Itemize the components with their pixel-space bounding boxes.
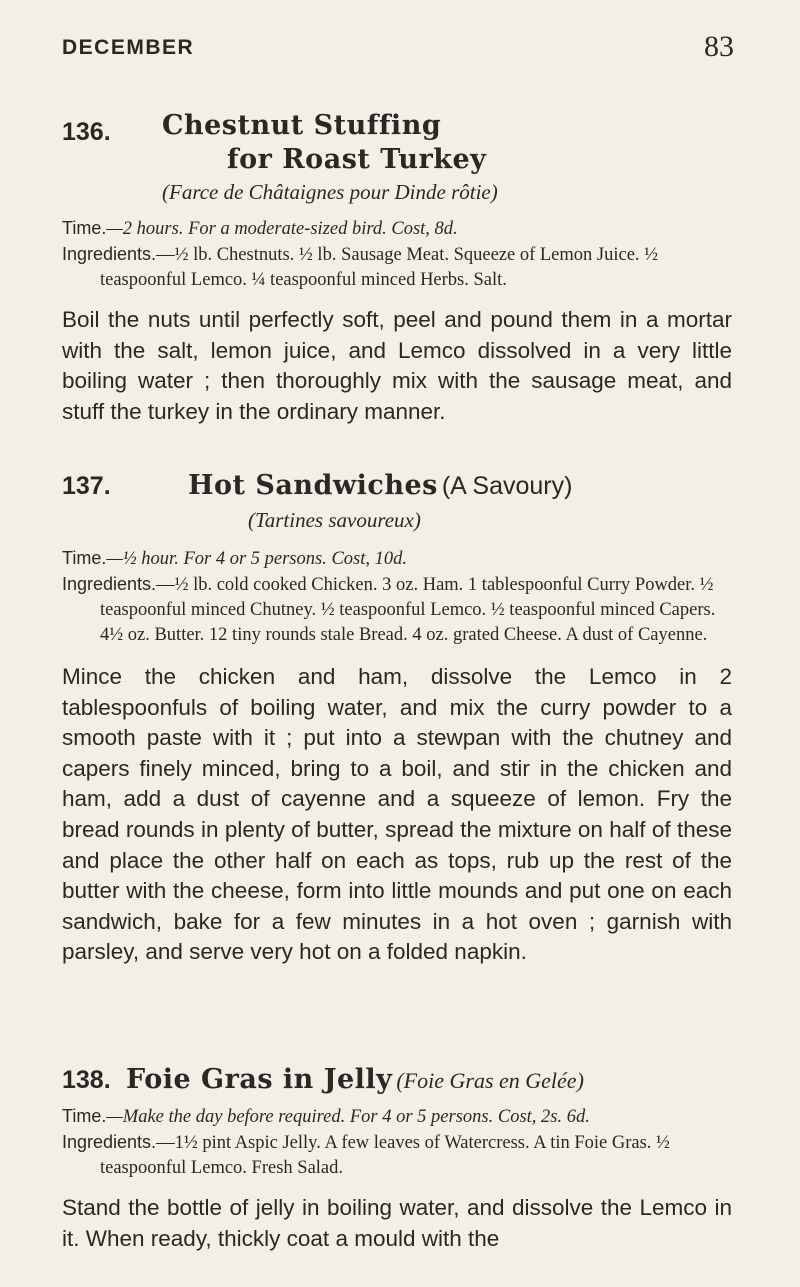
recipe-meta	[62, 216, 732, 293]
recipe-138	[62, 1064, 732, 1254]
recipe-title: Hot Sandwiches	[188, 470, 438, 501]
time-text: —½ hour. For 4 or 5 persons. Cost, 10d.	[106, 549, 408, 569]
recipe-136	[62, 94, 732, 427]
ingredients-line	[62, 242, 732, 293]
french-title: (Tartines savoureux)	[248, 508, 421, 532]
ingredients-line	[62, 1130, 732, 1181]
method-paragraph: Boil the nuts until perfectly soft, peel and pound them in a mortar with the salt, lemon juice, and Lemco dissolved in a very little boiling water ; then thoroughly mix with the sausage meat, and stuff the turkey in the ordinary manner.	[62, 307, 732, 424]
recipe-heading	[62, 470, 732, 538]
time-line	[62, 1104, 732, 1130]
ingredients-text: —1½ pint Aspic Jelly. A few leaves of Watercress. A tin Foie Gras. ½ teaspoonful Lemco. Fresh Salad.	[100, 1133, 670, 1178]
recipe-title-row	[126, 1064, 584, 1095]
method-paragraph: Stand the bottle of jelly in boiling water, and dissolve the Lemco in it. When ready, thickly coat a mould with the	[62, 1195, 732, 1251]
ingredients-label: Ingredients.	[62, 574, 157, 594]
recipe-number: 136.	[62, 118, 111, 146]
recipe-meta	[62, 546, 732, 648]
recipe-heading	[62, 94, 732, 212]
time-label: Time.	[62, 218, 107, 238]
recipe-number: 138.	[62, 1066, 111, 1094]
month-heading: DECEMBER	[62, 36, 195, 59]
recipe-title-line2: for Roast Turkey	[227, 144, 487, 175]
time-label: Time.	[62, 548, 107, 568]
time-text: —Make the day before required. For 4 or 5 persons. Cost, 2s. 6d.	[106, 1107, 590, 1127]
french-title: (Farce de Châtaignes pour Dinde rôtie)	[162, 180, 498, 204]
ingredients-label: Ingredients.	[62, 1132, 157, 1152]
recipe-meta	[62, 1104, 732, 1181]
ingredients-label: Ingredients.	[62, 244, 157, 264]
french-title: (Foie Gras en Gelée)	[396, 1068, 584, 1093]
recipe-137	[62, 470, 732, 968]
time-line	[62, 216, 732, 242]
recipe-heading	[62, 1064, 732, 1098]
recipe-title: Foie Gras in Jelly	[126, 1064, 393, 1095]
time-label: Time.	[62, 1106, 107, 1126]
recipe-title: Chestnut Stuffing	[162, 110, 442, 141]
time-text: —2 hours. For a moderate-sized bird. Cost, 8d.	[106, 219, 458, 239]
running-header	[62, 30, 738, 70]
recipe-number: 137.	[62, 472, 111, 500]
ingredients-text: —½ lb. cold cooked Chicken. 3 oz. Ham. 1 tablespoonful Curry Powder. ½ teaspoonful minced Chutney. ½ teaspoonful Lemco. ½ teaspoonful minced Capers. 4½ oz. Butter. 12 tiny rounds stale Bread. 4 oz. grated Cheese. A dust of Cayenne.	[100, 575, 716, 645]
recipe-subtitle: (A Savoury)	[441, 472, 573, 500]
recipe-title-row	[188, 470, 572, 501]
page-number: 83	[704, 30, 734, 63]
time-line	[62, 546, 732, 572]
ingredients-text: —½ lb. Chestnuts. ½ lb. Sausage Meat. Squeeze of Lemon Juice. ½ teaspoonful Lemco. ¼ teaspoonful minced Herbs. Salt.	[100, 245, 659, 290]
ingredients-line	[62, 572, 732, 648]
method-paragraph: Mince the chicken and ham, dissolve the Lemco in 2 tablespoonfuls of boiling water, and mix the curry powder to a smooth paste with it ; put into a stewpan with the chutney and capers finely minced, bring to a boil, and stir in the chicken and ham, add a dust of cayenne and a squeeze of lemon. Fry the bread rounds in plenty of butter, spread the mixture on half of these and place the other half on each as tops, rub up the rest of the butter with the cheese, form into little mounds and put one on each sandwich, bake for a few minutes in a hot oven ; garnish with parsley, and serve very hot on a folded napkin.	[62, 664, 732, 965]
